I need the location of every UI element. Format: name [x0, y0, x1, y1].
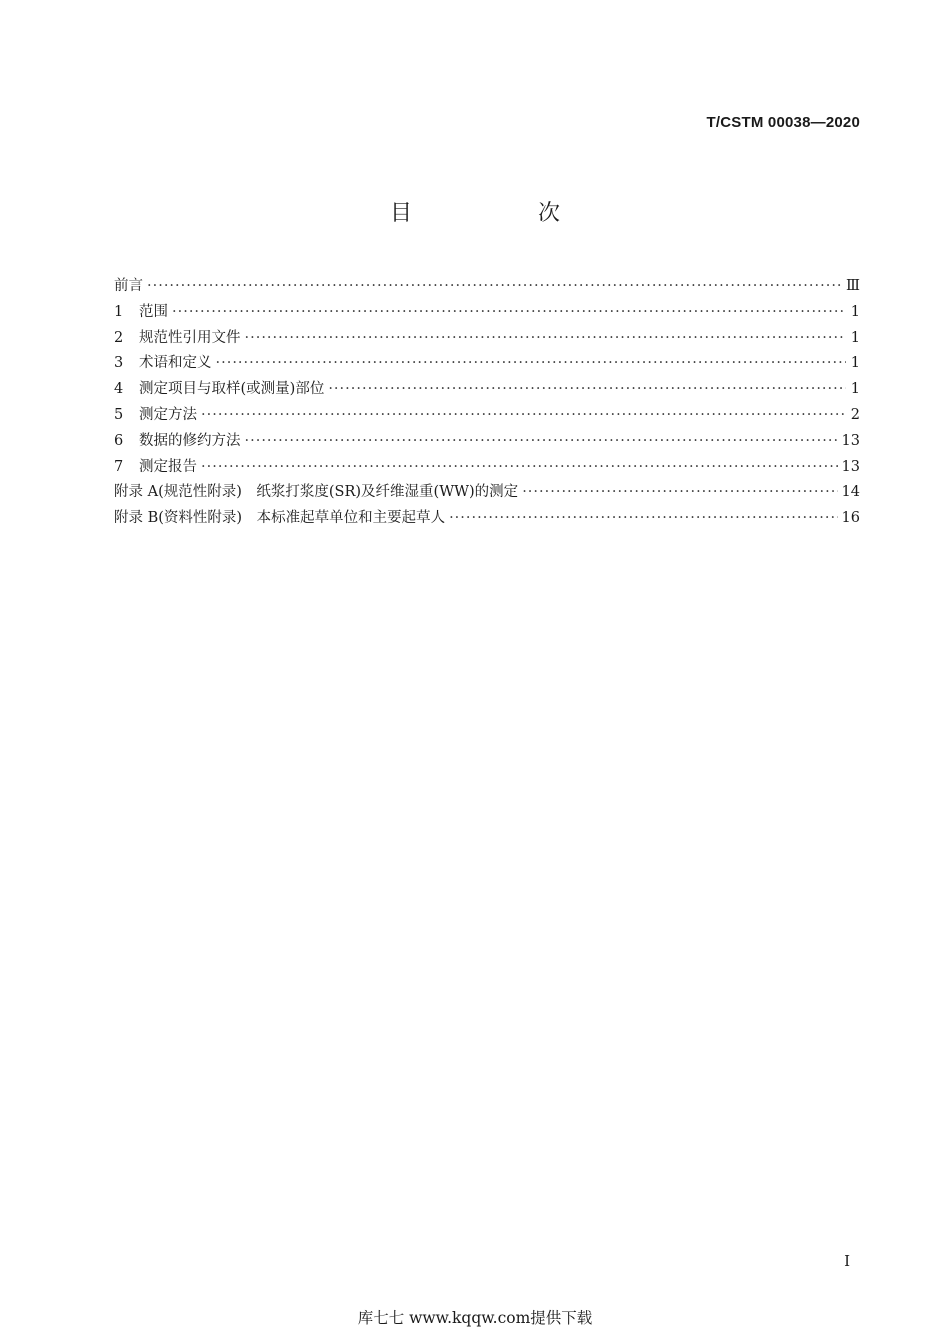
- toc-entry-page: 13: [841, 432, 860, 449]
- toc-entry-number: 4: [114, 381, 124, 398]
- toc-leader-dots: [147, 278, 842, 294]
- toc-entry-label: 测定项目与取样(或测量)部位: [139, 381, 325, 398]
- toc-entry-label: 数据的修约方法: [139, 432, 241, 449]
- toc-leader-dots: [245, 433, 838, 449]
- page-number: I: [844, 1252, 850, 1270]
- toc-entry-label: 规范性引用文件: [139, 329, 241, 346]
- toc-leader-dots: [172, 304, 846, 320]
- document-id: T/CSTM 00038—2020: [706, 114, 860, 131]
- toc-entry-page: 1: [850, 355, 860, 372]
- toc-leader-dots: [216, 355, 847, 371]
- toc-leader-dots: [245, 330, 847, 346]
- toc-entry-page: Ⅲ: [846, 278, 860, 294]
- toc-entry-number: 1: [114, 303, 124, 320]
- toc-entry-methods[interactable]: [114, 403, 860, 429]
- toc-entry-report[interactable]: [114, 455, 860, 481]
- toc-entry-normative-references[interactable]: [114, 326, 860, 352]
- toc-entry-page: 1: [850, 381, 860, 398]
- toc-entry-sampling[interactable]: [114, 377, 860, 403]
- toc-entry-number: 6: [114, 432, 124, 449]
- toc-entry-number: 7: [114, 458, 124, 475]
- toc-leader-dots: [522, 484, 837, 500]
- toc-entry-label: 附录 A(规范性附录) 纸浆打浆度(SR)及纤维湿重(WW)的测定: [114, 484, 519, 501]
- toc-entry-page: 1: [850, 329, 860, 346]
- table-of-contents: [114, 274, 860, 532]
- toc-entry-number: 5: [114, 406, 124, 423]
- toc-entry-page: 14: [841, 484, 860, 501]
- toc-entry-label: 术语和定义: [139, 355, 212, 372]
- toc-entry-label: 测定报告: [139, 458, 197, 475]
- toc-entry-page: 16: [841, 510, 860, 527]
- toc-leader-dots: [201, 407, 846, 423]
- toc-entry-label: 附录 B(资料性附录) 本标准起草单位和主要起草人: [114, 510, 446, 527]
- toc-leader-dots: [201, 459, 838, 475]
- toc-entry-rounding[interactable]: [114, 429, 860, 455]
- toc-entry-appendix-a[interactable]: [114, 480, 860, 506]
- toc-leader-dots: [449, 510, 837, 526]
- toc-entry-page: 1: [850, 303, 860, 320]
- toc-entry-number: 3: [114, 355, 124, 372]
- toc-entry-foreword[interactable]: [114, 274, 860, 300]
- toc-entry-label: 前言: [114, 278, 143, 294]
- toc-entry-page: 13: [841, 458, 860, 475]
- page-title: 目 次: [389, 201, 612, 226]
- toc-entry-label: 范围: [139, 303, 168, 320]
- toc-entry-scope[interactable]: [114, 300, 860, 326]
- toc-entry-page: 2: [850, 406, 860, 423]
- footer-watermark: 库七七 www.kqqw.com提供下载: [357, 1309, 593, 1327]
- toc-entry-label: 测定方法: [139, 406, 197, 423]
- toc-leader-dots: [328, 381, 846, 397]
- toc-entry-appendix-b[interactable]: [114, 506, 860, 532]
- toc-entry-terms[interactable]: [114, 351, 860, 377]
- toc-entry-number: 2: [114, 329, 124, 346]
